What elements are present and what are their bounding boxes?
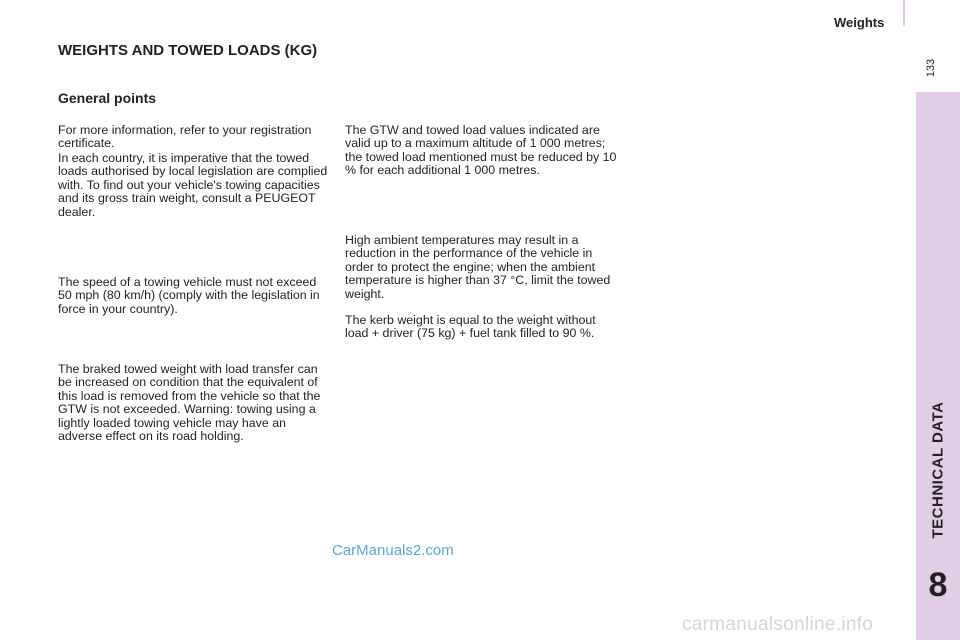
page-title: WEIGHTS AND TOWED LOADS (KG) [58,42,318,59]
chapter-title: TECHNICAL DATA [929,401,947,539]
paragraph-kerb-weight: The kerb weight is equal to the weight without load + driver (75 kg) + fuel tank filled to 90 %. [345,313,596,341]
watermark-carmanualsonline: carmanualsonline.info [682,614,874,635]
paragraph-load-transfer: The braked towed weight with load transfer can be increased on condition that the equivalent of this load is removed from the vehicle so that the GTW is not exceeded. Warning: towing using a lightly loaded towing vehicle may have an adverse effect on its road holding. [58,362,321,444]
paragraph-altitude: The GTW and towed load values indicated are valid up to a maximum altitude of 1 000 metres; the towed load mentioned must be reduced by 10 % for each additional 1 000 metres. [345,123,617,178]
paragraph-towed-loads: In each country, it is imperative that the towed loads authorised by local legislation are complied with. To find out your vehicle's towing capacities and its gross train weight, consult a PEUGEOT dealer. [58,151,328,219]
chapter-number: 8 [928,566,948,604]
page-number: 133 [925,58,937,78]
section-subtitle: General points [58,90,157,106]
paragraph-temperature: High ambient temperatures may result in a reduction in the performance of the vehicle in order to protect the engine; when the ambient temperature is higher than 37 °C, limit the towed weight. [345,233,611,301]
top-rule [903,0,905,26]
paragraph-registration: For more information, refer to your registration certificate. [58,123,312,151]
section-header-title: Weights [834,15,885,30]
watermark-carmanuals2: CarManuals2.com [332,542,454,559]
paragraph-speed: The speed of a towing vehicle must not exceed 50 mph (80 km/h) (comply with the legislation in force in your country). [58,275,320,316]
